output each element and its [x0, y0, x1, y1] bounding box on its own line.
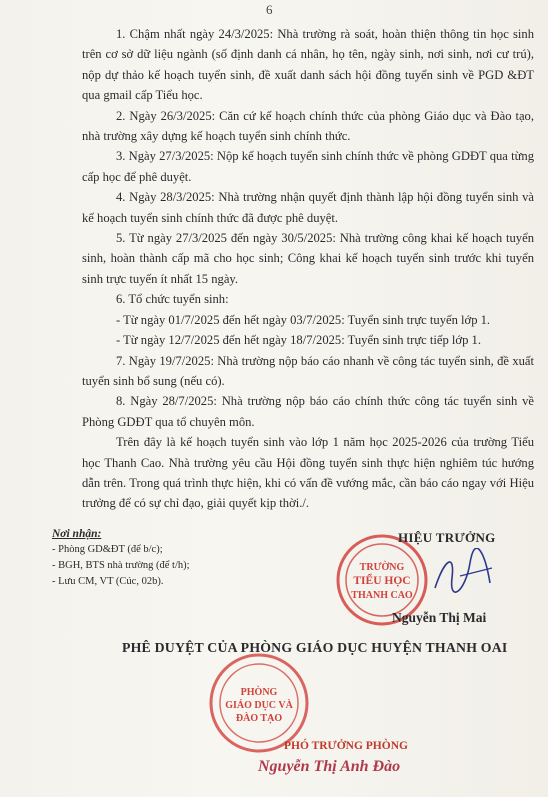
stamp2-line1: PHÒNG: [240, 687, 278, 698]
document-body: [82, 24, 534, 514]
bullet-1: - Từ ngày 01/7/2025 đến hết ngày 03/7/2025: Tuyển sinh trực tuyến lớp 1.: [116, 312, 491, 327]
closing-paragraph: Trên đây là kế hoạch tuyển sinh vào lớp 1 năm học 2025-2026 của trường Tiểu học Thanh Cao. Nhà trường yêu cầu Hội đồng tuyển sinh thực hiện nghiêm túc hướng dẫn trên. Trong quá trình thực hiện, khi có vấn đề vướng mắc, cần báo cáo ngay với Hiệu trưởng để có sự chỉ đạo, giải quyết kịp thời./.: [82, 435, 534, 511]
deputy-head-title: PHÓ TRƯỞNG PHÒNG: [284, 740, 408, 752]
recipients-block: [52, 526, 190, 590]
stamp-line1: TRƯỜNG: [359, 562, 405, 573]
paragraph-8: 8. Ngày 28/7/2025: Nhà trường nộp báo cáo chính thức công tác tuyển sinh về Phòng GDĐT qua tổ chuyên môn.: [82, 394, 534, 429]
principal-title: HIỆU TRƯỞNG: [398, 530, 496, 545]
deputy-head-name: Nguyễn Thị Anh Đào: [258, 758, 401, 775]
principal-name: Nguyễn Thị Mai: [392, 610, 487, 625]
paragraph-4: 4. Ngày 28/3/2025: Nhà trường nhận quyết định thành lập hội đồng tuyển sinh và kế hoạch tuyển sinh chính thức đã được phê duyệt.: [82, 190, 534, 225]
paragraph-1: 1. Chậm nhất ngày 24/3/2025: Nhà trường rà soát, hoàn thiện thông tin học sinh trên cơ sở dữ liệu ngành (số định danh cá nhân, họ tên, ngày sinh, nơi sinh, nơi cư trú), nộp dự thảo kế hoạch tuyển sinh, đề xuất danh sách hội đồng tuyển sinh về PGD &ĐT qua gmail cấp Tiểu học.: [82, 27, 534, 103]
stamp2-line2: GIÁO DỤC VÀ: [225, 700, 293, 711]
paragraph-2: 2. Ngày 26/3/2025: Căn cứ kế hoạch chính thức của phòng Giáo dục và Đào tạo, nhà trường xây dựng kế hoạch tuyển sinh chính thức.: [82, 108, 534, 144]
paragraph-3: 3. Ngày 27/3/2025: Nộp kế hoạch tuyển sinh chính thức về phòng GDĐT qua từng cấp học để phê duyệt.: [82, 149, 534, 184]
page-number: 6: [266, 2, 273, 17]
recipients-heading: Nơi nhận:: [52, 528, 102, 540]
stamp-line3: THANH CAO: [351, 590, 413, 601]
bullet-2: - Từ ngày 12/7/2025 đến hết ngày 18/7/2025: Tuyển sinh trực tiếp lớp 1.: [116, 333, 481, 348]
paragraph-6: 6. Tổ chức tuyển sinh:: [116, 292, 229, 307]
recipient-item: - Phòng GD&ĐT (để b/c);: [52, 544, 163, 555]
approval-heading: PHÊ DUYỆT CỦA PHÒNG GIÁO DỤC HUYỆN THANH OAI: [122, 640, 508, 655]
paragraph-5: 5. Từ ngày 27/3/2025 đến ngày 30/5/2025: Nhà trường công khai kế hoạch tuyển sinh, hoàn thành cấp mã cho học sinh; Công khai kế hoạch tuyển sinh trước khi tuyển sinh trực tuyến ít nhất 15 ngày.: [82, 231, 534, 286]
stamp-line2: TIỂU HỌC: [353, 575, 411, 587]
paragraph-7: 7. Ngày 19/7/2025: Nhà trường nộp báo cáo nhanh về công tác tuyển sinh, đề xuất tuyển sinh bổ sung (nếu có).: [82, 353, 534, 388]
stamp2-line3: ĐÀO TẠO: [235, 713, 283, 724]
recipient-item: - Lưu CM, VT (Cúc, 02b).: [52, 576, 164, 587]
recipient-item: - BGH, BTS nhà trường (để t/h);: [52, 560, 190, 571]
principal-signature: [430, 548, 500, 598]
